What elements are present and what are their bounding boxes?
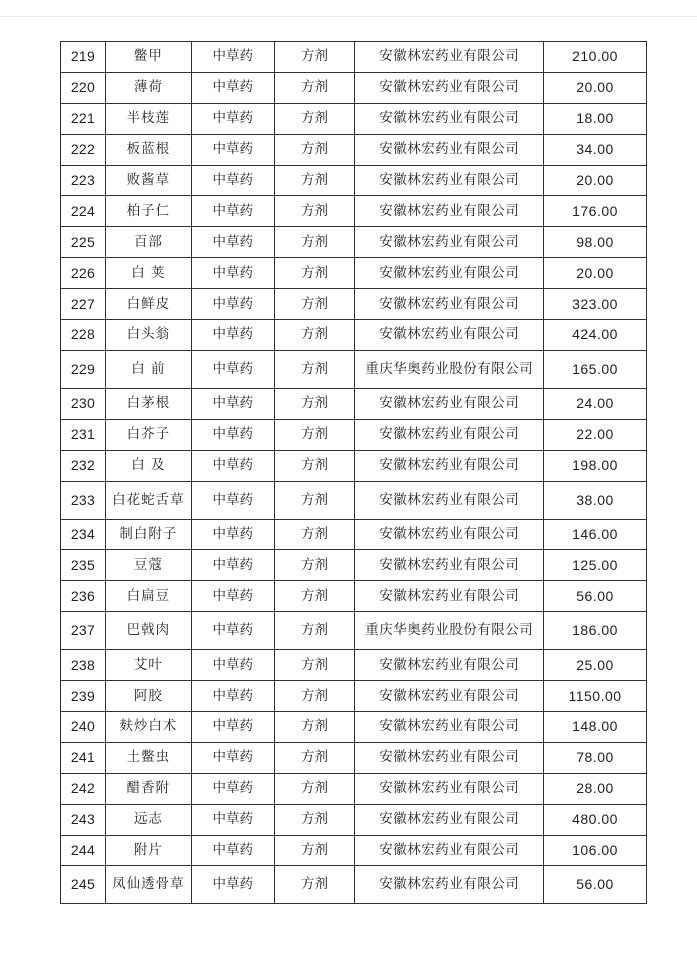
amount-cell: 176.00 <box>544 196 647 227</box>
drug-name-cell: 白花蛇舌草 <box>105 481 191 519</box>
row-number-cell: 225 <box>61 227 106 258</box>
form-cell: 方剂 <box>274 804 355 835</box>
form-cell: 方剂 <box>274 289 355 320</box>
amount-cell: 22.00 <box>544 419 647 450</box>
category-cell: 中草药 <box>191 866 274 904</box>
amount-cell: 28.00 <box>544 773 647 804</box>
company-cell: 安徽林宏药业有限公司 <box>355 581 544 612</box>
company-cell: 安徽林宏药业有限公司 <box>355 103 544 134</box>
category-cell: 中草药 <box>191 712 274 743</box>
form-cell: 方剂 <box>274 388 355 419</box>
company-cell: 安徽林宏药业有限公司 <box>355 804 544 835</box>
table-row <box>61 350 647 388</box>
table-row <box>61 72 647 103</box>
category-cell: 中草药 <box>191 320 274 351</box>
table-row <box>61 804 647 835</box>
table-row <box>61 388 647 419</box>
category-cell: 中草药 <box>191 804 274 835</box>
amount-cell: 18.00 <box>544 103 647 134</box>
drug-name-cell: 白 前 <box>105 350 191 388</box>
company-cell: 安徽林宏药业有限公司 <box>355 773 544 804</box>
drug-name-cell: 白鲜皮 <box>105 289 191 320</box>
category-cell: 中草药 <box>191 650 274 681</box>
amount-cell: 78.00 <box>544 742 647 773</box>
table-row <box>61 103 647 134</box>
category-cell: 中草药 <box>191 550 274 581</box>
drug-name-cell: 柏子仁 <box>105 196 191 227</box>
table-row <box>61 419 647 450</box>
table-body <box>61 42 647 904</box>
amount-cell: 198.00 <box>544 450 647 481</box>
drug-name-cell: 白 及 <box>105 450 191 481</box>
company-cell: 安徽林宏药业有限公司 <box>355 258 544 289</box>
form-cell: 方剂 <box>274 42 355 73</box>
category-cell: 中草药 <box>191 196 274 227</box>
form-cell: 方剂 <box>274 481 355 519</box>
row-number-cell: 235 <box>61 550 106 581</box>
category-cell: 中草药 <box>191 742 274 773</box>
company-cell: 安徽林宏药业有限公司 <box>355 72 544 103</box>
table-row <box>61 612 647 650</box>
amount-cell: 98.00 <box>544 227 647 258</box>
table-row <box>61 773 647 804</box>
company-cell: 安徽林宏药业有限公司 <box>355 481 544 519</box>
form-cell: 方剂 <box>274 72 355 103</box>
drug-name-cell: 薄荷 <box>105 72 191 103</box>
form-cell: 方剂 <box>274 320 355 351</box>
table-row <box>61 835 647 866</box>
drug-name-cell: 土鳖虫 <box>105 742 191 773</box>
form-cell: 方剂 <box>274 419 355 450</box>
category-cell: 中草药 <box>191 134 274 165</box>
row-number-cell: 242 <box>61 773 106 804</box>
category-cell: 中草药 <box>191 419 274 450</box>
form-cell: 方剂 <box>274 581 355 612</box>
amount-cell: 38.00 <box>544 481 647 519</box>
form-cell: 方剂 <box>274 712 355 743</box>
table-row <box>61 712 647 743</box>
table-row <box>61 258 647 289</box>
company-cell: 安徽林宏药业有限公司 <box>355 835 544 866</box>
category-cell: 中草药 <box>191 450 274 481</box>
drug-name-cell: 败酱草 <box>105 165 191 196</box>
row-number-cell: 219 <box>61 42 106 73</box>
form-cell: 方剂 <box>274 612 355 650</box>
category-cell: 中草药 <box>191 519 274 550</box>
form-cell: 方剂 <box>274 773 355 804</box>
table-row <box>61 320 647 351</box>
category-cell: 中草药 <box>191 258 274 289</box>
table-row <box>61 289 647 320</box>
page-top-edge <box>0 16 697 17</box>
amount-cell: 20.00 <box>544 72 647 103</box>
row-number-cell: 221 <box>61 103 106 134</box>
amount-cell: 424.00 <box>544 320 647 351</box>
company-cell: 安徽林宏药业有限公司 <box>355 742 544 773</box>
form-cell: 方剂 <box>274 196 355 227</box>
drug-procurement-table <box>60 41 647 904</box>
drug-name-cell: 远志 <box>105 804 191 835</box>
form-cell: 方剂 <box>274 103 355 134</box>
row-number-cell: 239 <box>61 681 106 712</box>
table-row <box>61 681 647 712</box>
row-number-cell: 229 <box>61 350 106 388</box>
drug-name-cell: 白头翁 <box>105 320 191 351</box>
drug-name-cell: 醋香附 <box>105 773 191 804</box>
category-cell: 中草药 <box>191 581 274 612</box>
amount-cell: 34.00 <box>544 134 647 165</box>
table-row <box>61 742 647 773</box>
company-cell: 安徽林宏药业有限公司 <box>355 650 544 681</box>
company-cell: 安徽林宏药业有限公司 <box>355 165 544 196</box>
drug-name-cell: 麸炒白术 <box>105 712 191 743</box>
company-cell: 安徽林宏药业有限公司 <box>355 227 544 258</box>
drug-name-cell: 白扁豆 <box>105 581 191 612</box>
category-cell: 中草药 <box>191 681 274 712</box>
company-cell: 安徽林宏药业有限公司 <box>355 419 544 450</box>
row-number-cell: 236 <box>61 581 106 612</box>
category-cell: 中草药 <box>191 289 274 320</box>
row-number-cell: 228 <box>61 320 106 351</box>
drug-name-cell: 半枝莲 <box>105 103 191 134</box>
form-cell: 方剂 <box>274 681 355 712</box>
category-cell: 中草药 <box>191 227 274 258</box>
company-cell: 安徽林宏药业有限公司 <box>355 550 544 581</box>
form-cell: 方剂 <box>274 134 355 165</box>
drug-name-cell: 凤仙透骨草 <box>105 866 191 904</box>
company-cell: 安徽林宏药业有限公司 <box>355 196 544 227</box>
amount-cell: 480.00 <box>544 804 647 835</box>
company-cell: 安徽林宏药业有限公司 <box>355 42 544 73</box>
row-number-cell: 245 <box>61 866 106 904</box>
amount-cell: 210.00 <box>544 42 647 73</box>
form-cell: 方剂 <box>274 165 355 196</box>
form-cell: 方剂 <box>274 742 355 773</box>
category-cell: 中草药 <box>191 388 274 419</box>
category-cell: 中草药 <box>191 72 274 103</box>
row-number-cell: 222 <box>61 134 106 165</box>
company-cell: 安徽林宏药业有限公司 <box>355 681 544 712</box>
drug-name-cell: 鳖甲 <box>105 42 191 73</box>
amount-cell: 165.00 <box>544 350 647 388</box>
row-number-cell: 224 <box>61 196 106 227</box>
table-row <box>61 42 647 73</box>
table-row <box>61 481 647 519</box>
drug-name-cell: 阿胶 <box>105 681 191 712</box>
category-cell: 中草药 <box>191 481 274 519</box>
amount-cell: 146.00 <box>544 519 647 550</box>
form-cell: 方剂 <box>274 835 355 866</box>
company-cell: 安徽林宏药业有限公司 <box>355 320 544 351</box>
row-number-cell: 243 <box>61 804 106 835</box>
amount-cell: 106.00 <box>544 835 647 866</box>
category-cell: 中草药 <box>191 42 274 73</box>
company-cell: 安徽林宏药业有限公司 <box>355 866 544 904</box>
form-cell: 方剂 <box>274 866 355 904</box>
company-cell: 安徽林宏药业有限公司 <box>355 712 544 743</box>
table-row <box>61 196 647 227</box>
amount-cell: 24.00 <box>544 388 647 419</box>
amount-cell: 1150.00 <box>544 681 647 712</box>
row-number-cell: 226 <box>61 258 106 289</box>
category-cell: 中草药 <box>191 103 274 134</box>
company-cell: 安徽林宏药业有限公司 <box>355 388 544 419</box>
category-cell: 中草药 <box>191 835 274 866</box>
amount-cell: 20.00 <box>544 258 647 289</box>
form-cell: 方剂 <box>274 227 355 258</box>
category-cell: 中草药 <box>191 165 274 196</box>
category-cell: 中草药 <box>191 612 274 650</box>
form-cell: 方剂 <box>274 519 355 550</box>
table-row <box>61 650 647 681</box>
drug-name-cell: 巴戟肉 <box>105 612 191 650</box>
drug-name-cell: 豆蔻 <box>105 550 191 581</box>
row-number-cell: 231 <box>61 419 106 450</box>
amount-cell: 20.00 <box>544 165 647 196</box>
row-number-cell: 237 <box>61 612 106 650</box>
form-cell: 方剂 <box>274 550 355 581</box>
form-cell: 方剂 <box>274 350 355 388</box>
amount-cell: 323.00 <box>544 289 647 320</box>
table-row <box>61 866 647 904</box>
row-number-cell: 220 <box>61 72 106 103</box>
company-cell: 安徽林宏药业有限公司 <box>355 134 544 165</box>
table-row <box>61 134 647 165</box>
row-number-cell: 244 <box>61 835 106 866</box>
drug-name-cell: 艾叶 <box>105 650 191 681</box>
company-cell: 重庆华奥药业股份有限公司 <box>355 612 544 650</box>
table-row <box>61 450 647 481</box>
table-row <box>61 165 647 196</box>
row-number-cell: 234 <box>61 519 106 550</box>
form-cell: 方剂 <box>274 450 355 481</box>
drug-name-cell: 白茅根 <box>105 388 191 419</box>
company-cell: 安徽林宏药业有限公司 <box>355 289 544 320</box>
amount-cell: 56.00 <box>544 866 647 904</box>
row-number-cell: 233 <box>61 481 106 519</box>
company-cell: 安徽林宏药业有限公司 <box>355 450 544 481</box>
form-cell: 方剂 <box>274 650 355 681</box>
row-number-cell: 240 <box>61 712 106 743</box>
drug-name-cell: 附片 <box>105 835 191 866</box>
form-cell: 方剂 <box>274 258 355 289</box>
table-row <box>61 519 647 550</box>
row-number-cell: 223 <box>61 165 106 196</box>
drug-name-cell: 板蓝根 <box>105 134 191 165</box>
company-cell: 安徽林宏药业有限公司 <box>355 519 544 550</box>
drug-name-cell: 制白附子 <box>105 519 191 550</box>
category-cell: 中草药 <box>191 773 274 804</box>
row-number-cell: 232 <box>61 450 106 481</box>
amount-cell: 56.00 <box>544 581 647 612</box>
drug-name-cell: 百部 <box>105 227 191 258</box>
table-row <box>61 550 647 581</box>
company-cell: 重庆华奥药业股份有限公司 <box>355 350 544 388</box>
drug-name-cell: 白 荚 <box>105 258 191 289</box>
amount-cell: 148.00 <box>544 712 647 743</box>
amount-cell: 25.00 <box>544 650 647 681</box>
amount-cell: 186.00 <box>544 612 647 650</box>
table-row <box>61 227 647 258</box>
amount-cell: 125.00 <box>544 550 647 581</box>
row-number-cell: 238 <box>61 650 106 681</box>
table-row <box>61 581 647 612</box>
row-number-cell: 241 <box>61 742 106 773</box>
row-number-cell: 227 <box>61 289 106 320</box>
drug-name-cell: 白芥子 <box>105 419 191 450</box>
row-number-cell: 230 <box>61 388 106 419</box>
category-cell: 中草药 <box>191 350 274 388</box>
